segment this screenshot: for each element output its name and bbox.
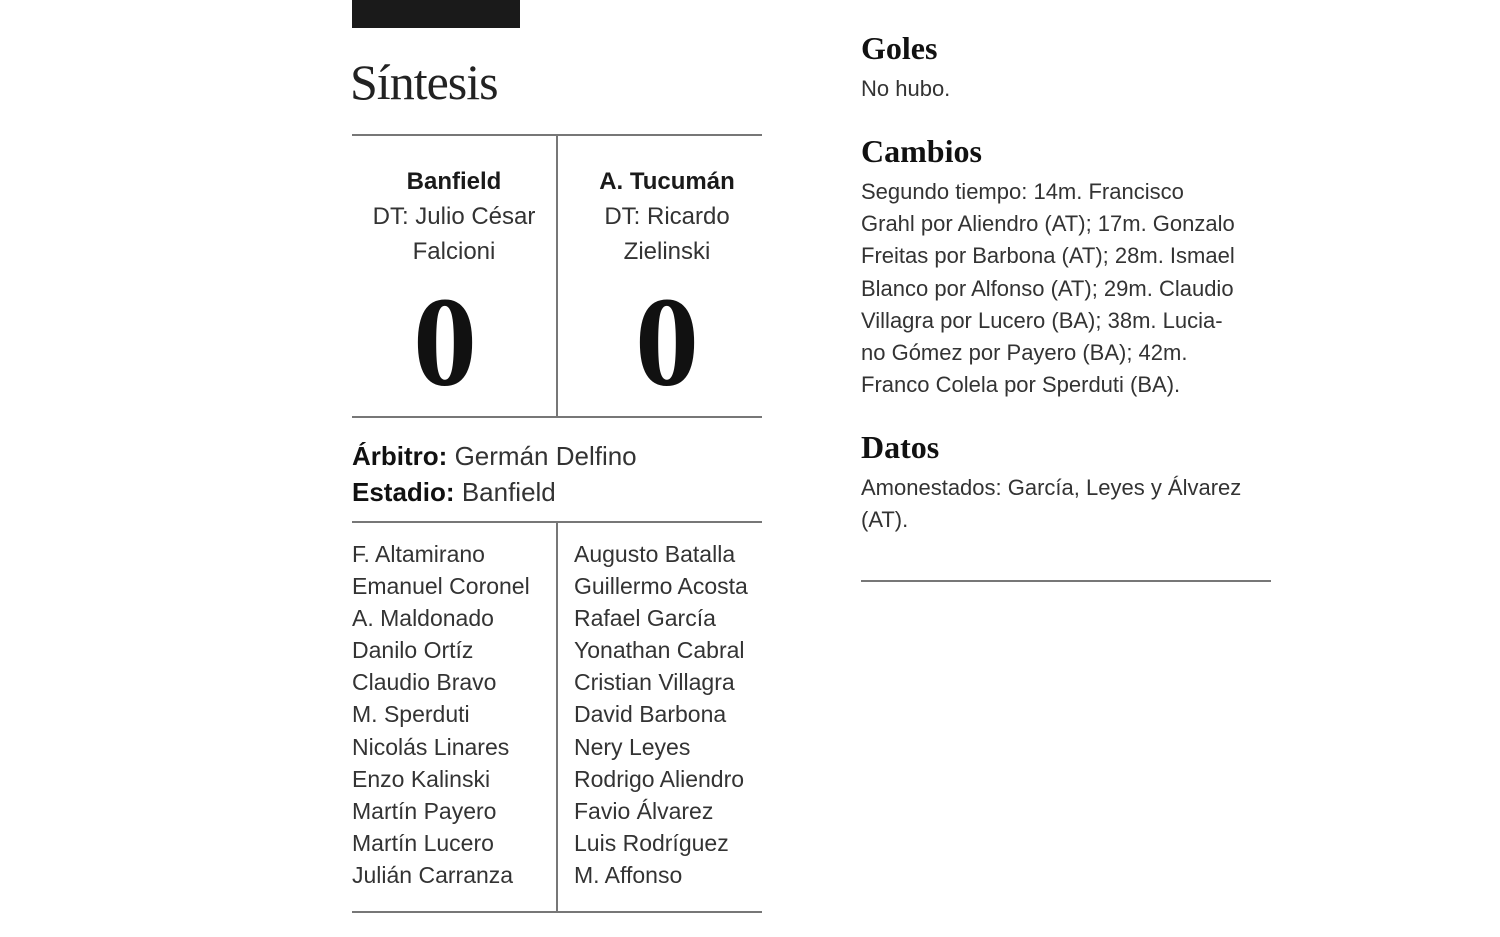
away-player: Guillermo Acosta xyxy=(574,573,748,600)
match-officials xyxy=(352,438,637,510)
cambios-line: Grahl por Aliendro (AT); 17m. Gonzalo xyxy=(861,211,1235,237)
team-home-coach-name: Falcioni xyxy=(412,238,496,265)
away-player: Rafael García xyxy=(574,605,716,632)
referee-label: Árbitro: xyxy=(352,441,448,471)
home-player: Martín Lucero xyxy=(352,829,494,856)
referee-row xyxy=(352,438,637,474)
cambios-line: Segundo tiempo: 14m. Francisco xyxy=(861,179,1184,204)
score-away: 0 xyxy=(635,271,699,413)
goles-heading: Goles xyxy=(861,30,938,66)
stadium-name: Banfield xyxy=(461,477,556,507)
team-home-coach: DT: Julio César xyxy=(372,203,536,230)
team-away-coach: DT: Ricardo xyxy=(604,203,730,230)
score-home: 0 xyxy=(413,271,477,413)
stadium-label: Estadio: xyxy=(352,477,455,507)
away-player: Cristian Villagra xyxy=(574,669,735,696)
away-player: David Barbona xyxy=(574,701,727,728)
cambios-text xyxy=(861,176,1281,401)
home-player: Danilo Ortíz xyxy=(352,637,474,664)
cambios-line: Blanco por Alfonso (AT); 29m. Claudio xyxy=(861,275,1234,301)
home-player: Claudio Bravo xyxy=(352,669,497,696)
home-player: Nicolás Linares xyxy=(352,733,510,760)
away-lineup xyxy=(574,538,748,891)
away-player: Favio Álvarez xyxy=(574,797,714,824)
team-away-coach-name: Zielinski xyxy=(623,238,711,265)
divider-lineup-columns xyxy=(556,522,558,912)
home-player: M. Sperduti xyxy=(352,701,470,728)
divider-teams xyxy=(556,135,558,417)
datos-line: (AT). xyxy=(861,507,909,533)
home-lineup xyxy=(352,538,530,891)
stadium-row xyxy=(352,474,637,510)
divider-right xyxy=(861,580,1271,582)
cambios-line: Villagra por Lucero (BA); 38m. Lucia- xyxy=(861,307,1223,333)
cambios-line: no Gómez por Payero (BA); 42m. xyxy=(861,340,1188,366)
datos-line: Amonestados: García, Leyes y Álvarez xyxy=(861,475,1242,500)
away-player: Rodrigo Aliendro xyxy=(574,765,745,792)
away-player: Augusto Batalla xyxy=(574,541,736,567)
referee-name: Germán Delfino xyxy=(454,441,637,471)
home-player: Martín Payero xyxy=(352,797,497,824)
datos-text xyxy=(861,472,1281,536)
home-player: Enzo Kalinski xyxy=(352,765,491,792)
home-player: Emanuel Coronel xyxy=(352,573,530,600)
home-player: F. Altamirano xyxy=(352,541,485,567)
cambios-line: Franco Colela por Sperduti (BA). xyxy=(861,372,1181,398)
page-title: Síntesis xyxy=(350,54,498,110)
away-player: Nery Leyes xyxy=(574,733,691,760)
goles-text xyxy=(861,73,1281,105)
home-player: Julián Carranza xyxy=(352,861,514,888)
header-bar xyxy=(352,0,520,28)
team-away-name: A. Tucumán xyxy=(599,168,735,195)
team-home-name: Banfield xyxy=(406,168,502,195)
home-player: A. Maldonado xyxy=(352,605,494,632)
cambios-line: Freitas por Barbona (AT); 28m. Ismael xyxy=(861,243,1235,269)
team-away xyxy=(565,164,769,269)
cambios-heading: Cambios xyxy=(861,133,982,169)
away-player: Luis Rodríguez xyxy=(574,829,729,856)
away-player: M. Affonso xyxy=(574,861,683,888)
divider-bottom xyxy=(352,911,762,913)
datos-heading: Datos xyxy=(861,429,940,465)
divider-score xyxy=(352,416,762,418)
goles-line: No hubo. xyxy=(861,76,951,101)
team-home xyxy=(352,164,556,269)
away-player: Yonathan Cabral xyxy=(574,637,745,664)
